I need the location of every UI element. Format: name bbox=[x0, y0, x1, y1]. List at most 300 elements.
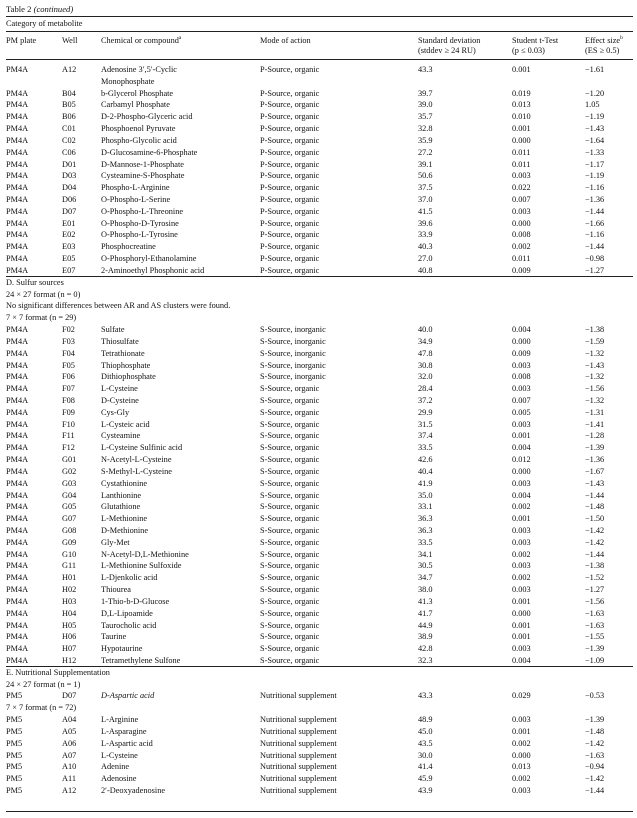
cell-plate: PM4A bbox=[6, 644, 29, 654]
cell-stddev: 34.7 bbox=[418, 573, 433, 583]
cell-ttest: 0.003 bbox=[512, 525, 531, 535]
cell-chemical: S-Methyl-L-Cysteine bbox=[101, 466, 172, 476]
cell-ttest: 0.002 bbox=[512, 774, 531, 784]
cell-ttest: 0.013 bbox=[512, 762, 531, 772]
cell-ttest: 0.002 bbox=[512, 573, 531, 583]
cell-well: G05 bbox=[62, 502, 77, 512]
table-row bbox=[0, 596, 637, 607]
cell-stddev: 30.0 bbox=[418, 750, 433, 760]
header-t-line2: (p ≤ 0.03) bbox=[512, 46, 545, 55]
cell-effect-size: −1.63 bbox=[585, 608, 605, 618]
cell-effect-size: −1.67 bbox=[585, 466, 605, 476]
cell-chemical: Adenine bbox=[101, 762, 130, 772]
cell-plate: PM5 bbox=[6, 738, 23, 748]
cell-stddev: 39.6 bbox=[418, 218, 433, 228]
cell-chemical: 2-Aminoethyl Phosphonic acid bbox=[101, 265, 205, 275]
cell-effect-size: −1.20 bbox=[585, 88, 605, 98]
cell-ttest: 0.004 bbox=[512, 656, 531, 665]
cell-mode: S-Source, organic bbox=[260, 525, 320, 535]
cell-effect-size: −1.33 bbox=[585, 147, 605, 157]
cell-effect-size: −1.38 bbox=[585, 561, 605, 571]
cell-well: B04 bbox=[62, 88, 76, 98]
cell-mode: S-Source, inorganic bbox=[260, 372, 326, 382]
cell-ttest: 0.002 bbox=[512, 242, 531, 252]
cell-chemical: O-Phospho-L-Threonine bbox=[101, 206, 184, 216]
cell-effect-size: −1.41 bbox=[585, 419, 605, 429]
cell-effect-size: −1.44 bbox=[585, 786, 605, 796]
cell-mode: S-Source, organic bbox=[260, 443, 320, 453]
table-row bbox=[0, 147, 637, 158]
cell-effect-size: −1.56 bbox=[585, 384, 605, 394]
cell-well: D07 bbox=[62, 691, 77, 701]
cell-chemical: Dithiophosphate bbox=[101, 372, 156, 382]
cell-ttest: 0.000 bbox=[512, 218, 531, 228]
table-row bbox=[0, 466, 637, 477]
cell-mode: P-Source, organic bbox=[260, 230, 320, 240]
cell-effect-size: −1.39 bbox=[585, 443, 605, 453]
cell-ttest: 0.001 bbox=[512, 596, 531, 606]
cell-chemical: Cysteamine-S-Phosphate bbox=[101, 171, 185, 181]
cell-stddev: 40.3 bbox=[418, 242, 433, 252]
cell-stddev: 41.3 bbox=[418, 596, 433, 606]
cell-effect-size: −1.63 bbox=[585, 620, 605, 630]
cell-effect-size: −1.42 bbox=[585, 774, 605, 784]
cell-chemical: 2′-Deoxyadenosine bbox=[101, 786, 166, 796]
header-bottom-rule bbox=[6, 59, 633, 60]
cell-plate: PM4A bbox=[6, 242, 29, 252]
cell-ttest: 0.000 bbox=[512, 466, 531, 476]
cell-effect-size: −1.27 bbox=[585, 585, 605, 595]
cell-well: G09 bbox=[62, 537, 77, 547]
cell-stddev: 37.4 bbox=[418, 431, 433, 441]
cell-mode: S-Source, organic bbox=[260, 585, 320, 595]
cell-effect-size: −1.61 bbox=[585, 65, 605, 74]
table-row bbox=[0, 265, 637, 276]
cell-stddev: 42.6 bbox=[418, 455, 433, 465]
cell-ttest: 0.003 bbox=[512, 644, 531, 654]
cell-plate: PM5 bbox=[6, 774, 23, 784]
cell-ttest: 0.005 bbox=[512, 407, 531, 417]
cell-well: H03 bbox=[62, 596, 77, 606]
cell-stddev: 50.6 bbox=[418, 171, 433, 181]
cell-well: A04 bbox=[62, 715, 77, 725]
cell-mode: P-Source, organic bbox=[260, 265, 320, 275]
cell-effect-size: −1.42 bbox=[585, 525, 605, 535]
cell-mode: S-Source, organic bbox=[260, 596, 320, 606]
cell-plate: PM4A bbox=[6, 419, 29, 429]
cell-effect-size: −1.32 bbox=[585, 348, 605, 358]
cell-effect-size: −1.50 bbox=[585, 514, 605, 524]
table-row bbox=[0, 761, 637, 772]
cell-effect-size: −1.56 bbox=[585, 596, 605, 606]
cell-well: H04 bbox=[62, 608, 77, 618]
cell-plate: PM4A bbox=[6, 195, 29, 205]
cell-stddev: 48.9 bbox=[418, 715, 433, 725]
cell-stddev: 41.4 bbox=[418, 762, 433, 772]
cell-plate: PM4A bbox=[6, 537, 29, 547]
cell-stddev: 40.0 bbox=[418, 325, 433, 335]
cell-ttest: 0.009 bbox=[512, 265, 531, 275]
table-row bbox=[0, 643, 637, 654]
cell-stddev: 35.9 bbox=[418, 135, 433, 145]
cell-ttest: 0.019 bbox=[512, 88, 531, 98]
table-row bbox=[0, 501, 637, 512]
cell-effect-size: −1.66 bbox=[585, 218, 605, 228]
header-mode: Mode of action bbox=[260, 36, 311, 45]
table-row bbox=[0, 738, 637, 749]
cell-plate: PM4A bbox=[6, 348, 29, 358]
cell-chemical: Tetramethylene Sulfone bbox=[101, 656, 181, 665]
cell-ttest: 0.007 bbox=[512, 395, 531, 405]
cell-plate: PM5 bbox=[6, 750, 23, 760]
cell-stddev: 36.3 bbox=[418, 525, 433, 535]
table-row bbox=[0, 726, 637, 737]
cell-stddev: 43.3 bbox=[418, 65, 433, 74]
cell-stddev: 45.0 bbox=[418, 726, 433, 736]
cell-ttest: 0.003 bbox=[512, 206, 531, 216]
cell-effect-size: 1.05 bbox=[585, 100, 600, 110]
cell-ttest: 0.012 bbox=[512, 455, 531, 465]
cell-stddev: 30.5 bbox=[418, 561, 433, 571]
cell-mode: S-Source, organic bbox=[260, 395, 320, 405]
cell-plate: PM4A bbox=[6, 407, 29, 417]
cell-plate: PM4A bbox=[6, 124, 29, 134]
cell-plate: PM4A bbox=[6, 525, 29, 535]
cell-effect-size: −1.32 bbox=[585, 395, 605, 405]
cell-well: G01 bbox=[62, 455, 77, 465]
cell-mode: P-Source, organic bbox=[260, 183, 320, 193]
cell-mode: S-Source, inorganic bbox=[260, 348, 326, 358]
cell-well: F05 bbox=[62, 360, 75, 370]
cell-well: G02 bbox=[62, 466, 77, 476]
cell-ttest: 0.008 bbox=[512, 230, 531, 240]
cell-chemical: b-Glycerol Phosphate bbox=[101, 88, 174, 98]
cell-mode: Nutritional supplement bbox=[260, 726, 337, 736]
table-row bbox=[0, 99, 637, 110]
cell-effect-size: −1.09 bbox=[585, 656, 605, 665]
cell-ttest: 0.003 bbox=[512, 537, 531, 547]
cell-effect-size: −1.55 bbox=[585, 632, 605, 642]
cell-chemical: Cys-Gly bbox=[101, 407, 130, 417]
cell-effect-size: −1.36 bbox=[585, 195, 605, 205]
cell-ttest: 0.001 bbox=[512, 514, 531, 524]
cell-well: G08 bbox=[62, 525, 77, 535]
cell-plate: PM5 bbox=[6, 715, 23, 725]
cell-plate: PM4A bbox=[6, 466, 29, 476]
cell-well: A12 bbox=[62, 786, 77, 796]
cell-stddev: 38.9 bbox=[418, 632, 433, 642]
cell-effect-size: −1.16 bbox=[585, 230, 605, 240]
cell-well: G07 bbox=[62, 514, 77, 524]
table-row bbox=[0, 360, 637, 371]
cell-stddev: 35.0 bbox=[418, 490, 433, 500]
cell-ttest: 0.000 bbox=[512, 750, 531, 760]
cell-plate: PM4A bbox=[6, 183, 29, 193]
cell-well: F09 bbox=[62, 407, 75, 417]
cell-well: D01 bbox=[62, 159, 77, 169]
cell-effect-size: −1.31 bbox=[585, 407, 605, 417]
cell-mode: S-Source, inorganic bbox=[260, 325, 326, 335]
cell-mode: P-Source, organic bbox=[260, 195, 320, 205]
table-row bbox=[0, 111, 637, 122]
cell-ttest: 0.011 bbox=[512, 254, 531, 264]
cell-chemical: Hypotaurine bbox=[101, 644, 143, 654]
cell-well: B06 bbox=[62, 112, 76, 122]
top-rule bbox=[6, 16, 633, 17]
cell-chemical: D,L-Lipoamide bbox=[101, 608, 153, 618]
cell-mode: S-Source, organic bbox=[260, 549, 320, 559]
cell-mode: S-Source, organic bbox=[260, 620, 320, 630]
cell-plate: PM4A bbox=[6, 502, 29, 512]
cell-stddev: 42.8 bbox=[418, 644, 433, 654]
cell-effect-size: −1.36 bbox=[585, 455, 605, 465]
cell-plate: PM4A bbox=[6, 206, 29, 216]
cell-well: A06 bbox=[62, 738, 77, 748]
cell-plate: PM4A bbox=[6, 65, 29, 74]
cell-stddev: 31.5 bbox=[418, 419, 433, 429]
cell-mode: P-Source, organic bbox=[260, 124, 320, 134]
cell-plate: PM4A bbox=[6, 336, 29, 346]
cell-stddev: 41.5 bbox=[418, 206, 433, 216]
cell-chemical: Phospho-L-Arginine bbox=[101, 183, 170, 193]
header-plate: PM plate bbox=[6, 36, 37, 45]
category-header: Category of metabolite bbox=[6, 19, 83, 28]
header-sd-line2: (stddev ≥ 24 RU) bbox=[418, 46, 476, 55]
bottom-rule bbox=[6, 811, 633, 812]
section-heading: 24 × 27 format (n = 1) bbox=[6, 679, 81, 689]
cell-ttest: 0.008 bbox=[512, 372, 531, 382]
cell-chemical: O-Phosphoryl-Ethanolamine bbox=[101, 254, 197, 264]
cell-chemical: L-Cysteine Sulfinic acid bbox=[101, 443, 183, 453]
cell-stddev: 37.5 bbox=[418, 183, 433, 193]
cell-well: E03 bbox=[62, 242, 76, 252]
cell-mode: S-Source, organic bbox=[260, 384, 320, 394]
cell-mode: P-Source, organic bbox=[260, 135, 320, 145]
cell-chemical: Thiourea bbox=[101, 585, 131, 595]
cell-ttest: 0.007 bbox=[512, 195, 531, 205]
cell-plate: PM4A bbox=[6, 431, 29, 441]
cell-well: H06 bbox=[62, 632, 77, 642]
cell-chemical: L-Cysteine bbox=[101, 384, 138, 394]
cell-well: E07 bbox=[62, 265, 76, 275]
cell-mode: S-Source, organic bbox=[260, 632, 320, 642]
cell-well: A12 bbox=[62, 65, 77, 74]
cell-mode: S-Source, organic bbox=[260, 419, 320, 429]
table-row bbox=[0, 159, 637, 170]
cell-stddev: 43.3 bbox=[418, 691, 433, 701]
cell-chemical: L-Cysteine bbox=[101, 750, 138, 760]
cell-plate: PM4A bbox=[6, 656, 29, 665]
cell-mode: S-Source, inorganic bbox=[260, 360, 326, 370]
cell-well: C06 bbox=[62, 147, 76, 157]
cell-well: C02 bbox=[62, 135, 76, 145]
table-caption bbox=[6, 4, 73, 14]
cell-ttest: 0.003 bbox=[512, 171, 531, 181]
cell-ttest: 0.002 bbox=[512, 502, 531, 512]
table-row bbox=[0, 324, 637, 335]
cell-stddev: 41.9 bbox=[418, 478, 433, 488]
header-es-line2: (ES ≥ 0.5) bbox=[585, 46, 620, 55]
table-row bbox=[0, 336, 637, 347]
table-row bbox=[0, 194, 637, 205]
cell-stddev: 44.9 bbox=[418, 620, 433, 630]
cell-plate: PM4A bbox=[6, 561, 29, 571]
cell-chemical: Thiophosphate bbox=[101, 360, 151, 370]
cell-chemical: Adenosine bbox=[101, 774, 137, 784]
cell-plate: PM4A bbox=[6, 620, 29, 630]
cell-ttest: 0.010 bbox=[512, 112, 531, 122]
table-row bbox=[0, 395, 637, 406]
cell-mode: S-Source, organic bbox=[260, 608, 320, 618]
cell-mode: Nutritional supplement bbox=[260, 715, 337, 725]
cell-mode: S-Source, organic bbox=[260, 478, 320, 488]
cell-well: A07 bbox=[62, 750, 77, 760]
caption-note: (continued) bbox=[33, 4, 74, 14]
cell-plate: PM4A bbox=[6, 632, 29, 642]
table-row bbox=[0, 690, 637, 701]
table-row bbox=[0, 478, 637, 489]
cell-mode: S-Source, inorganic bbox=[260, 336, 326, 346]
cell-plate: PM4A bbox=[6, 325, 29, 335]
table-row bbox=[0, 608, 637, 619]
table-row bbox=[0, 206, 637, 217]
cell-effect-size: −1.27 bbox=[585, 265, 605, 275]
cell-well: F08 bbox=[62, 395, 75, 405]
cell-ttest: 0.000 bbox=[512, 608, 531, 618]
cell-effect-size: −1.39 bbox=[585, 644, 605, 654]
cell-ttest: 0.001 bbox=[512, 65, 531, 74]
table-row bbox=[0, 584, 637, 595]
cell-well: H07 bbox=[62, 644, 77, 654]
cell-plate: PM4A bbox=[6, 490, 29, 500]
cell-stddev: 34.9 bbox=[418, 336, 433, 346]
cell-mode: P-Source, organic bbox=[260, 147, 320, 157]
cell-well: D04 bbox=[62, 183, 77, 193]
cell-chemical: N-Acetyl-D,L-Methionine bbox=[101, 549, 189, 559]
table-row bbox=[0, 655, 637, 666]
caption-label: Table 2 bbox=[6, 4, 32, 14]
cell-stddev: 34.1 bbox=[418, 549, 433, 559]
table-row bbox=[0, 64, 637, 75]
cell-plate: PM5 bbox=[6, 786, 23, 796]
table-row bbox=[0, 170, 637, 181]
cell-effect-size: −1.48 bbox=[585, 502, 605, 512]
cell-plate: PM4A bbox=[6, 254, 29, 264]
cell-ttest: 0.001 bbox=[512, 726, 531, 736]
cell-mode: P-Source, organic bbox=[260, 254, 320, 264]
cell-plate: PM4A bbox=[6, 608, 29, 618]
cell-plate: PM4A bbox=[6, 360, 29, 370]
cell-chemical: N-Acetyl-L-Cysteine bbox=[101, 455, 172, 465]
cell-stddev: 39.7 bbox=[418, 88, 433, 98]
cell-chemical: Adenosine 3′,5′-Cyclic bbox=[101, 65, 177, 74]
cell-mode: Nutritional supplement bbox=[260, 774, 337, 784]
cell-plate: PM4A bbox=[6, 395, 29, 405]
cell-well: E05 bbox=[62, 254, 76, 264]
cell-effect-size: −0.98 bbox=[585, 254, 605, 264]
table-row bbox=[0, 785, 637, 796]
section-heading: 24 × 27 format (n = 0) bbox=[6, 289, 81, 299]
cell-chemical: L-Methionine Sulfoxide bbox=[101, 561, 182, 571]
cell-chemical: L-Methionine bbox=[101, 514, 148, 524]
cell-ttest: 0.004 bbox=[512, 443, 531, 453]
cell-effect-size: −1.44 bbox=[585, 206, 605, 216]
cell-chemical: D-Glucosamine-6-Phosphate bbox=[101, 147, 198, 157]
cell-effect-size: −1.44 bbox=[585, 242, 605, 252]
section-heading: E. Nutritional Supplementation bbox=[6, 667, 110, 677]
cell-chemical: Monophosphate bbox=[101, 76, 155, 86]
table-row bbox=[0, 513, 637, 524]
cell-stddev: 43.9 bbox=[418, 786, 433, 796]
cell-mode: S-Source, organic bbox=[260, 573, 320, 583]
section-heading: 7 × 7 format (n = 29) bbox=[6, 313, 77, 323]
cell-well: D07 bbox=[62, 206, 77, 216]
cell-chemical: Cystathionine bbox=[101, 478, 148, 488]
cell-mode: P-Source, organic bbox=[260, 242, 320, 252]
cell-ttest: 0.003 bbox=[512, 360, 531, 370]
cell-chemical: O-Phospho-D-Tyrosine bbox=[101, 218, 179, 228]
header-well: Well bbox=[62, 36, 78, 45]
cell-well: G10 bbox=[62, 549, 77, 559]
table-row bbox=[0, 750, 637, 761]
cell-effect-size: −0.94 bbox=[585, 762, 605, 772]
cell-well: A10 bbox=[62, 762, 77, 772]
cell-effect-size: −1.52 bbox=[585, 573, 605, 583]
table-row bbox=[0, 348, 637, 359]
cell-stddev: 38.0 bbox=[418, 585, 433, 595]
cell-chemical: D-2-Phospho-Glyceric acid bbox=[101, 112, 193, 122]
cell-ttest: 0.002 bbox=[512, 738, 531, 748]
cell-mode: S-Source, organic bbox=[260, 407, 320, 417]
cell-well: F02 bbox=[62, 325, 75, 335]
cell-plate: PM5 bbox=[6, 762, 23, 772]
cell-mode: P-Source, organic bbox=[260, 65, 320, 74]
cell-well: A05 bbox=[62, 726, 77, 736]
cell-plate: PM4A bbox=[6, 100, 29, 110]
cell-effect-size: −1.43 bbox=[585, 478, 605, 488]
cell-well: F04 bbox=[62, 348, 75, 358]
cell-stddev: 39.0 bbox=[418, 100, 433, 110]
cell-stddev: 43.5 bbox=[418, 738, 433, 748]
cell-plate: PM4A bbox=[6, 573, 29, 583]
cell-mode: Nutritional supplement bbox=[260, 738, 337, 748]
table-row bbox=[0, 490, 637, 501]
cell-effect-size: −1.64 bbox=[585, 135, 605, 145]
cell-well: H05 bbox=[62, 620, 77, 630]
cell-effect-size: −1.59 bbox=[585, 336, 605, 346]
table-row bbox=[0, 442, 637, 453]
cell-ttest: 0.004 bbox=[512, 490, 531, 500]
cell-mode: Nutritional supplement bbox=[260, 750, 337, 760]
cell-ttest: 0.013 bbox=[512, 100, 531, 110]
cell-effect-size: −0.53 bbox=[585, 691, 605, 701]
cell-plate: PM4A bbox=[6, 514, 29, 524]
cell-effect-size: −1.48 bbox=[585, 726, 605, 736]
table-row bbox=[0, 631, 637, 642]
cell-stddev: 40.4 bbox=[418, 466, 433, 476]
cell-mode: Nutritional supplement bbox=[260, 786, 337, 796]
cell-mode: Nutritional supplement bbox=[260, 762, 337, 772]
cell-mode: S-Source, organic bbox=[260, 656, 320, 665]
cell-effect-size: −1.16 bbox=[585, 183, 605, 193]
cell-stddev: 32.0 bbox=[418, 372, 433, 382]
cell-chemical: Taurine bbox=[101, 632, 127, 642]
cell-effect-size: −1.42 bbox=[585, 738, 605, 748]
cell-plate: PM5 bbox=[6, 726, 23, 736]
table-row bbox=[0, 241, 637, 252]
cell-stddev: 27.2 bbox=[418, 147, 433, 157]
cell-plate: PM4A bbox=[6, 147, 29, 157]
